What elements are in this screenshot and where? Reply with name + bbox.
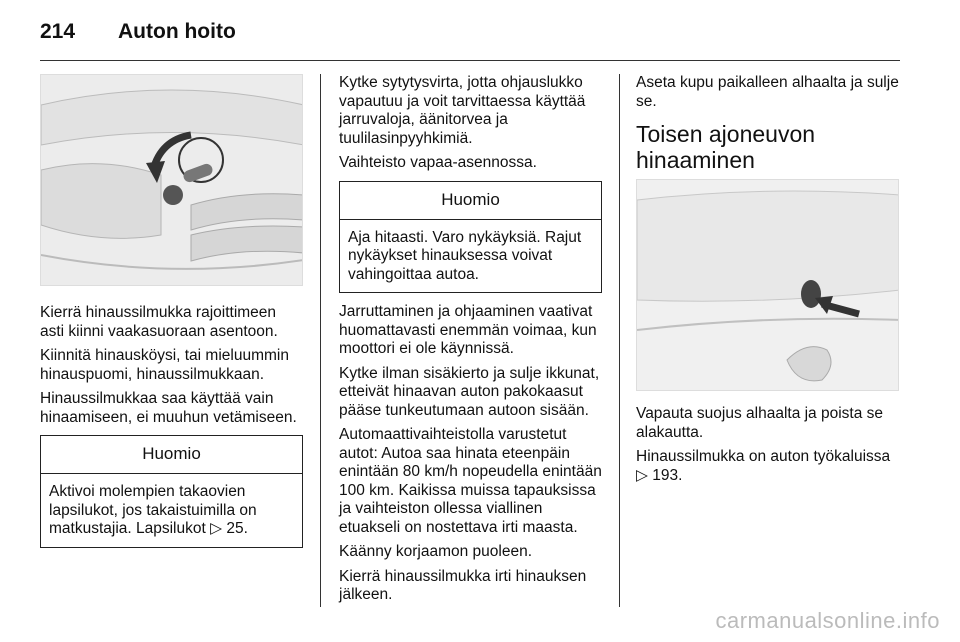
arrow-reference-icon: ▷ <box>210 520 223 537</box>
chapter-title: Auton hoito <box>118 20 236 43</box>
paragraph: Vapauta suojus alhaalta ja poista se alakautta. <box>636 405 884 441</box>
paragraph: Jarruttaminen ja ohjaaminen vaativat huomattavasti enemmän voimaa, kun moottori ei ole käynnissä. <box>339 303 597 357</box>
column-1 <box>40 74 303 554</box>
notice-box <box>40 435 303 548</box>
notice-title: Huomio <box>340 182 601 220</box>
tow-eye-rear-illustration <box>636 179 899 391</box>
column-2 <box>339 74 602 611</box>
notice-body <box>41 474 302 547</box>
watermark: carmanualsonline.info <box>715 608 940 633</box>
paragraph: Käänny korjaamon puoleen. <box>339 543 533 560</box>
paragraph: Kytke sytytysvirta, jotta ohjauslukko vapautuu ja voit tarvittaessa käyttää jarruvaloja, äänitorvea ja tuulilasinpyyhkimiä. <box>339 74 586 147</box>
header-divider <box>40 60 900 61</box>
page-number: 214 <box>40 20 76 43</box>
rear-bumper-drawing <box>637 180 899 391</box>
paragraph <box>636 448 899 485</box>
notice-body <box>340 220 601 293</box>
paragraph-text: Hinaussilmukka on auton työkaluissa <box>636 448 891 465</box>
notice-text: Aja hitaasti. Varo nykäyksiä. Rajut nykäykset hinauksessa voivat vahingoittaa autoa. <box>348 228 582 283</box>
paragraph: Kiinnitä hinausköysi, tai mieluummin hinauspuomi, hinaussilmukkaan. <box>40 347 289 383</box>
page-header <box>40 14 900 54</box>
arrow-reference-icon: ▷ <box>636 466 648 484</box>
page-reference[interactable]: 193. <box>652 466 683 484</box>
notice-box <box>339 181 602 294</box>
paragraph: Kierrä hinaussilmukka rajoittimeen asti kiinni vaakasuoraan asentoon. <box>40 304 278 340</box>
paragraph: Kytke ilman sisäkierto ja sulje ikkunat, etteivät hinaavan auton pakokaasut pääse tunkeutumaan autoon sisään. <box>339 364 600 419</box>
front-bumper-drawing <box>41 75 303 286</box>
column-3 <box>636 74 899 491</box>
tow-eye-front-illustration <box>40 74 303 286</box>
column-divider <box>619 74 620 607</box>
paragraph: Vaihteisto vapaa-asennossa. <box>339 154 537 171</box>
section-heading: Toisen ajoneuvon hinaaminen <box>636 121 816 173</box>
paragraph: Automaattivaihteistolla varustetut autot: Autoa saa hinata eteenpäin enintään 80 km/h nopeudella enintään 100 km. Kaikissa muissa tapauksissa ja vaihteiston ollessa viallinen etuakseli on nostettava irti maasta. <box>339 426 602 536</box>
notice-title: Huomio <box>41 436 302 474</box>
column-divider <box>320 74 321 607</box>
paragraph: Aseta kupu paikalleen alhaalta ja sulje se. <box>636 74 899 110</box>
paragraph: Kierrä hinaussilmukka irti hinauksen jälkeen. <box>339 567 587 603</box>
page-reference[interactable]: 25. <box>226 520 248 537</box>
paragraph: Hinaussilmukkaa saa käyttää vain hinaamiseen, ei muuhun vetämiseen. <box>40 390 297 426</box>
notice-text <box>49 483 294 539</box>
notice-text-span: Aktivoi molempien takaovien lapsilukot, jos takaistuimilla on matkustajia. Lapsilukot <box>49 483 257 537</box>
